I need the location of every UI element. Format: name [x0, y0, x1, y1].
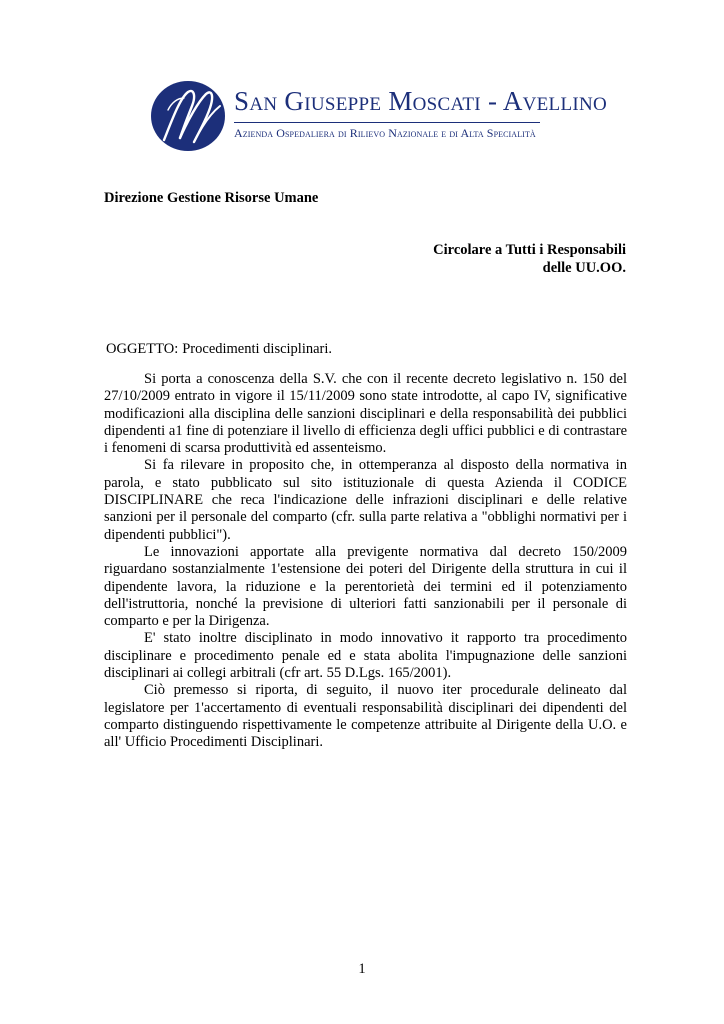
body-paragraph: Ciò premesso si riporta, di seguito, il nuovo iter procedurale delineato dal legislatore per 1'accertamento di eventuali responsabilità disciplinari dei dipendenti del comparto distinguendo rispettivamente le competenze attribuite al Dirigente della U.O. e all' Ufficio Procedimenti Disciplinari. [104, 682, 627, 751]
subject-line [106, 341, 332, 358]
department-name: Direzione Gestione Risorse Umane [104, 190, 319, 206]
recipient-block [433, 241, 626, 277]
body-paragraph: Si fa rilevare in proposito che, in ottemperanza al disposto della normativa in parola, e stato pubblicato sul sito istituzionale di questa Azienda il CODICE DISCIPLINARE che reca l'indicazione delle infrazioni disciplinari e delle relative sanzioni per il personale del comparto (cfr. sulla parte relativa a "obblighi normativi per i dipendenti pubblici"). [104, 457, 627, 543]
body-paragraph: Si porta a conoscenza della S.V. che con il recente decreto legislativo n. 150 del 27/10/2009 entrato in vigore il 15/11/2009 sono state introdotte, al capo IV, significative modificazioni alla disciplina delle sanzioni disciplinari e della responsabilità dei pubblici dipendenti a1 fine di potenziare il livello di efficienza degli uffici pubblici e di contrastare i fenomeni di scarsa produttività ed assenteismo. [104, 371, 627, 457]
body-paragraph: E' stato inoltre disciplinato in modo innovativo it rapporto tra procedimento disciplinare e procedimento penale ed e stata abolita l'impugnazione delle sanzioni disciplinari ai collegi arbitrali (cfr art. 55 D.Lgs. 165/2001). [104, 630, 627, 682]
subject-text: Procedimenti disciplinari. [182, 341, 333, 357]
subject-label: OGGETTO: [106, 341, 179, 357]
document-body [104, 371, 627, 752]
body-paragraph: Le innovazioni apportate alla previgente normativa dal decreto 150/2009 riguardano sostanzialmente 1'estensione dei poteri del Dirigente della struttura in cui il dipendente lavora, la riduzione e la perentorietà dei termini ed il potenziamento dell'istruttoria, nonché la previsione di ulteriori fatti sanzionabili per il personale di comparto e per la Dirigenza. [104, 543, 627, 630]
header-divider [234, 122, 540, 123]
page-number: 1 [358, 961, 366, 977]
recipient-line-1: Circolare a Tutti i Responsabili [433, 242, 626, 258]
organization-subtitle: Azienda Ospedaliera di Rilievo Nazionale e di Alta Specialità [234, 126, 536, 140]
moscati-m-monogram-icon [150, 80, 228, 152]
organization-name: San Giuseppe Moscati - Avellino [234, 86, 608, 116]
recipient-line-2: delle UU.OO. [542, 260, 626, 276]
